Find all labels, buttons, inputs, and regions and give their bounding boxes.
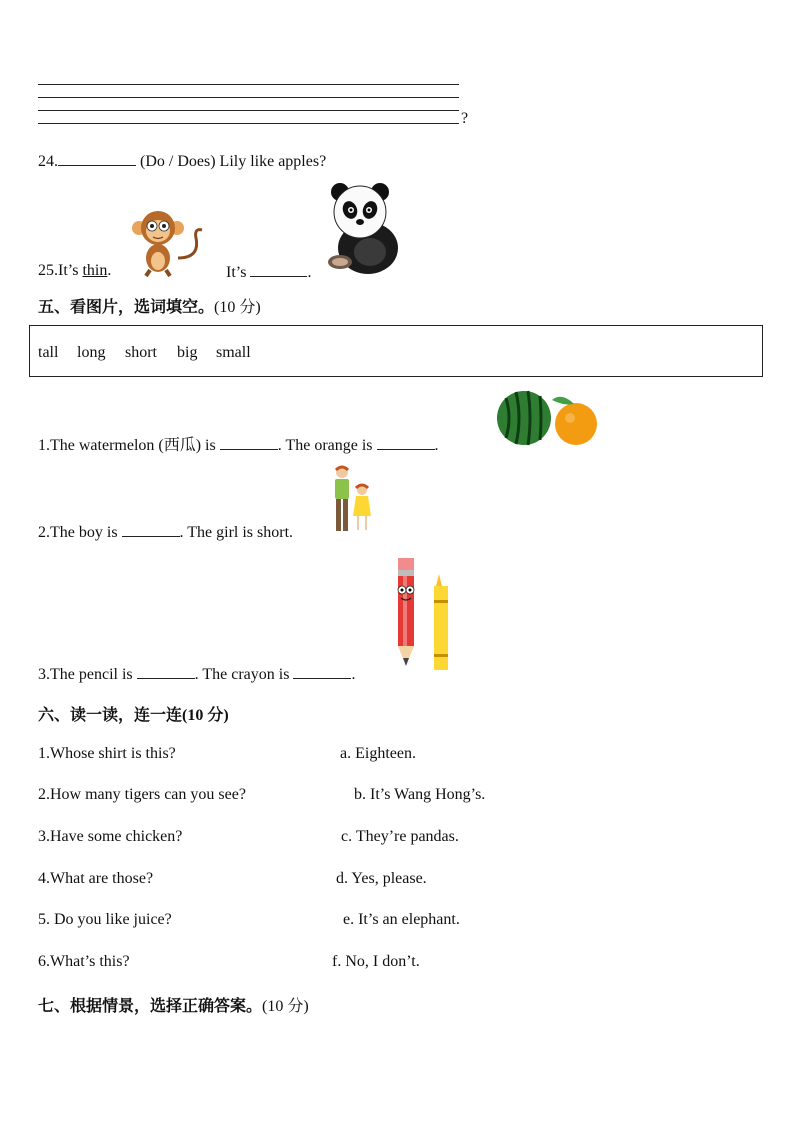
q24-text: (Do / Does) Lily like apples? (140, 153, 327, 170)
section-7-score: (10 分) (262, 998, 309, 1015)
s5q3-text-b: . The crayon is (194, 666, 290, 683)
panda-picture (326, 180, 406, 275)
q25-lead: It’s (58, 262, 83, 279)
s5q3-text-a: 3.The pencil is (38, 666, 133, 683)
word-long: long (77, 344, 106, 361)
section-7-title-text: 七、根据情景，选择正确答案。 (38, 996, 263, 1015)
match-question-6: 6.What’s this? (38, 953, 130, 970)
boy-girl-picture (330, 464, 374, 536)
writing-line-3[interactable] (38, 110, 459, 111)
q25-blank[interactable] (250, 262, 307, 277)
match-answer-b: b. It’s Wang Hong’s. (354, 786, 486, 803)
section-6-title-text: 六、读一读，连一连 (38, 705, 183, 724)
s5-question-2 (38, 522, 293, 542)
s5q1-text-c: . (434, 437, 439, 454)
match-answer-c: c. They’re pandas. (341, 828, 459, 845)
q25-number: 25. (38, 262, 58, 279)
question-25 (38, 262, 111, 280)
question-25-second (226, 262, 311, 282)
s5q3-text-c: . (351, 666, 356, 683)
match-question-2: 2.How many tigers can you see? (38, 786, 246, 803)
question-24 (38, 151, 326, 171)
s5q1-blank-2[interactable] (377, 435, 435, 450)
s5q2-text-b: . The girl is short. (179, 524, 294, 541)
watermelon-orange-picture (496, 388, 601, 450)
match-question-4: 4.What are those? (38, 870, 154, 887)
q25-second-lead: It’s (226, 264, 247, 281)
s5q1-text-a: 1.The watermelon (西瓜) is (38, 437, 216, 454)
s5-question-3 (38, 664, 355, 684)
match-answer-d: d. Yes, please. (336, 870, 427, 887)
s5q1-text-b: . The orange is (277, 437, 373, 454)
q25-period: . (107, 262, 112, 279)
match-question-1: 1.Whose shirt is this? (38, 745, 176, 762)
s5q2-text-a: 2.The boy is (38, 524, 118, 541)
question-mark: ? (461, 110, 469, 127)
match-question-5: 5. Do you like juice? (38, 911, 172, 928)
word-big: big (177, 344, 198, 361)
match-answer-e: e. It’s an elephant. (343, 911, 460, 928)
writing-line-2[interactable] (38, 97, 459, 98)
q25-answer-word: thin (82, 262, 108, 279)
section-6-title (38, 702, 229, 725)
section-5-title-text: 五、看图片，选词填空。 (38, 297, 215, 316)
s5q3-blank-2[interactable] (293, 664, 351, 679)
word-bank-box (29, 325, 763, 377)
q24-number: 24. (38, 153, 58, 170)
writing-line-4[interactable] (38, 123, 459, 124)
word-short: short (125, 344, 157, 361)
section-5-title (38, 294, 261, 317)
s5q1-blank-1[interactable] (220, 435, 278, 450)
q25-end: . (307, 264, 312, 281)
match-answer-f: f. No, I don’t. (332, 953, 420, 970)
section-7-title (38, 993, 309, 1016)
s5q3-blank-1[interactable] (137, 664, 195, 679)
s5-question-1 (38, 432, 439, 455)
pencil-crayon-picture (392, 556, 452, 674)
match-question-3: 3.Have some chicken? (38, 828, 183, 845)
section-6-score: (10 分) (182, 707, 229, 724)
word-small: small (216, 344, 251, 361)
s5q2-blank-1[interactable] (122, 522, 180, 537)
monkey-picture (130, 208, 210, 278)
match-answer-a: a. Eighteen. (340, 745, 416, 762)
q24-blank[interactable] (58, 151, 136, 166)
section-5-score: (10 分) (214, 299, 261, 316)
writing-line-1[interactable] (38, 84, 459, 85)
word-tall: tall (38, 344, 59, 361)
